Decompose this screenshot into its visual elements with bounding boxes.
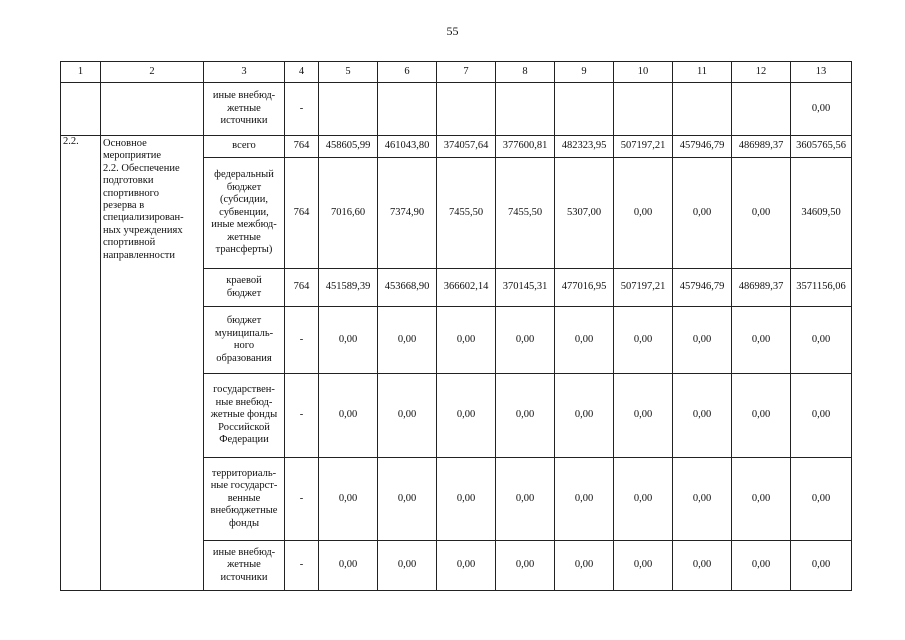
value-cell: 0,00 (437, 307, 496, 374)
value-cell: 0,00 (673, 458, 732, 541)
value-cell (496, 83, 555, 136)
value-cell: 0,00 (319, 307, 378, 374)
value-cell: 0,00 (673, 158, 732, 269)
funding-source: иные внебюд- жетные источники (204, 541, 285, 591)
value-cell: 0,00 (378, 541, 437, 591)
value-cell: 370145,31 (496, 269, 555, 307)
funding-source: бюджет муниципаль- ного образования (204, 307, 285, 374)
budget-code: - (285, 458, 319, 541)
value-cell (378, 83, 437, 136)
page-number: 55 (446, 24, 459, 38)
value-cell (673, 83, 732, 136)
column-header: 10 (614, 62, 673, 83)
value-cell: 0,00 (732, 307, 791, 374)
column-header: 9 (555, 62, 614, 83)
value-cell: 7374,90 (378, 158, 437, 269)
budget-code: 764 (285, 136, 319, 158)
value-cell: 0,00 (319, 458, 378, 541)
column-header: 11 (673, 62, 732, 83)
budget-code: - (285, 374, 319, 458)
value-cell: 0,00 (614, 541, 673, 591)
table-row (61, 83, 852, 136)
value-cell: 461043,80 (378, 136, 437, 158)
column-header: 5 (319, 62, 378, 83)
section-number: 2.2. (61, 136, 101, 591)
value-cell: 0,00 (614, 307, 673, 374)
value-cell: 0,00 (791, 307, 852, 374)
value-cell: 477016,95 (555, 269, 614, 307)
value-cell: 7455,50 (496, 158, 555, 269)
funding-source: государствен- ные внебюд- жетные фонды Российской Федерации (204, 374, 285, 458)
value-cell: 0,00 (555, 307, 614, 374)
column-header: 13 (791, 62, 852, 83)
value-cell: 0,00 (732, 374, 791, 458)
value-cell (319, 83, 378, 136)
value-cell (437, 83, 496, 136)
value-cell: 0,00 (437, 458, 496, 541)
table-body (61, 62, 852, 591)
value-cell: 0,00 (614, 158, 673, 269)
value-cell: 457946,79 (673, 136, 732, 158)
value-cell (614, 83, 673, 136)
value-cell: 0,00 (437, 541, 496, 591)
value-cell: 457946,79 (673, 269, 732, 307)
section-description: Основное мероприятие 2.2. Обеспечение подготовки спортивного резерва в специализирован- ных учреждениях спортивной направленности (101, 136, 204, 591)
description-cell (101, 83, 204, 136)
funding-source: территориаль- ные государст- венные внебюджетные фонды (204, 458, 285, 541)
value-cell: 453668,90 (378, 269, 437, 307)
budget-code: 764 (285, 269, 319, 307)
value-cell: 0,00 (378, 374, 437, 458)
value-cell: 451589,39 (319, 269, 378, 307)
value-cell: 0,00 (614, 458, 673, 541)
value-cell: 482323,95 (555, 136, 614, 158)
funding-source: иные внебюд- жетные источники (204, 83, 285, 136)
header-row (61, 62, 852, 83)
funding-source: федеральный бюджет (субсидии, субвенции, иные межбюд- жетные трансферты) (204, 158, 285, 269)
value-cell: 7455,50 (437, 158, 496, 269)
value-cell: 0,00 (673, 541, 732, 591)
budget-table (60, 61, 852, 591)
budget-code: - (285, 307, 319, 374)
value-cell: 507197,21 (614, 136, 673, 158)
value-cell (732, 83, 791, 136)
value-cell: 374057,64 (437, 136, 496, 158)
value-cell: 0,00 (791, 541, 852, 591)
value-cell: 0,00 (555, 374, 614, 458)
value-cell: 0,00 (437, 374, 496, 458)
value-cell: 0,00 (732, 541, 791, 591)
value-cell: 0,00 (496, 541, 555, 591)
value-cell: 0,00 (555, 458, 614, 541)
value-cell: 34609,50 (791, 158, 852, 269)
column-header: 1 (61, 62, 101, 83)
value-cell: 7016,60 (319, 158, 378, 269)
value-cell: 0,00 (614, 374, 673, 458)
value-cell: 0,00 (319, 541, 378, 591)
value-cell: 366602,14 (437, 269, 496, 307)
value-cell: 0,00 (791, 458, 852, 541)
column-header: 2 (101, 62, 204, 83)
value-cell: 0,00 (732, 158, 791, 269)
value-cell: 377600,81 (496, 136, 555, 158)
value-cell: 458605,99 (319, 136, 378, 158)
funding-source: краевой бюджет (204, 269, 285, 307)
funding-source: всего (204, 136, 285, 158)
budget-code: - (285, 83, 319, 136)
value-cell: 0,00 (496, 374, 555, 458)
column-header: 8 (496, 62, 555, 83)
value-cell (555, 83, 614, 136)
value-cell: 0,00 (496, 307, 555, 374)
value-cell: 0,00 (378, 307, 437, 374)
column-header: 12 (732, 62, 791, 83)
value-cell: 486989,37 (732, 269, 791, 307)
value-cell: 507197,21 (614, 269, 673, 307)
column-header: 4 (285, 62, 319, 83)
value-cell: 0,00 (319, 374, 378, 458)
row-number-cell (61, 83, 101, 136)
value-cell: 0,00 (673, 374, 732, 458)
value-cell: 3605765,56 (791, 136, 852, 158)
column-header: 6 (378, 62, 437, 83)
value-cell: 0,00 (791, 83, 852, 136)
value-cell: 3571156,06 (791, 269, 852, 307)
budget-code: - (285, 541, 319, 591)
value-cell: 0,00 (791, 374, 852, 458)
value-cell: 486989,37 (732, 136, 791, 158)
value-cell: 0,00 (555, 541, 614, 591)
value-cell: 0,00 (732, 458, 791, 541)
value-cell: 0,00 (673, 307, 732, 374)
budget-code: 764 (285, 158, 319, 269)
value-cell: 0,00 (496, 458, 555, 541)
column-header: 7 (437, 62, 496, 83)
value-cell: 0,00 (378, 458, 437, 541)
column-header: 3 (204, 62, 285, 83)
value-cell: 5307,00 (555, 158, 614, 269)
table-row (61, 136, 852, 158)
